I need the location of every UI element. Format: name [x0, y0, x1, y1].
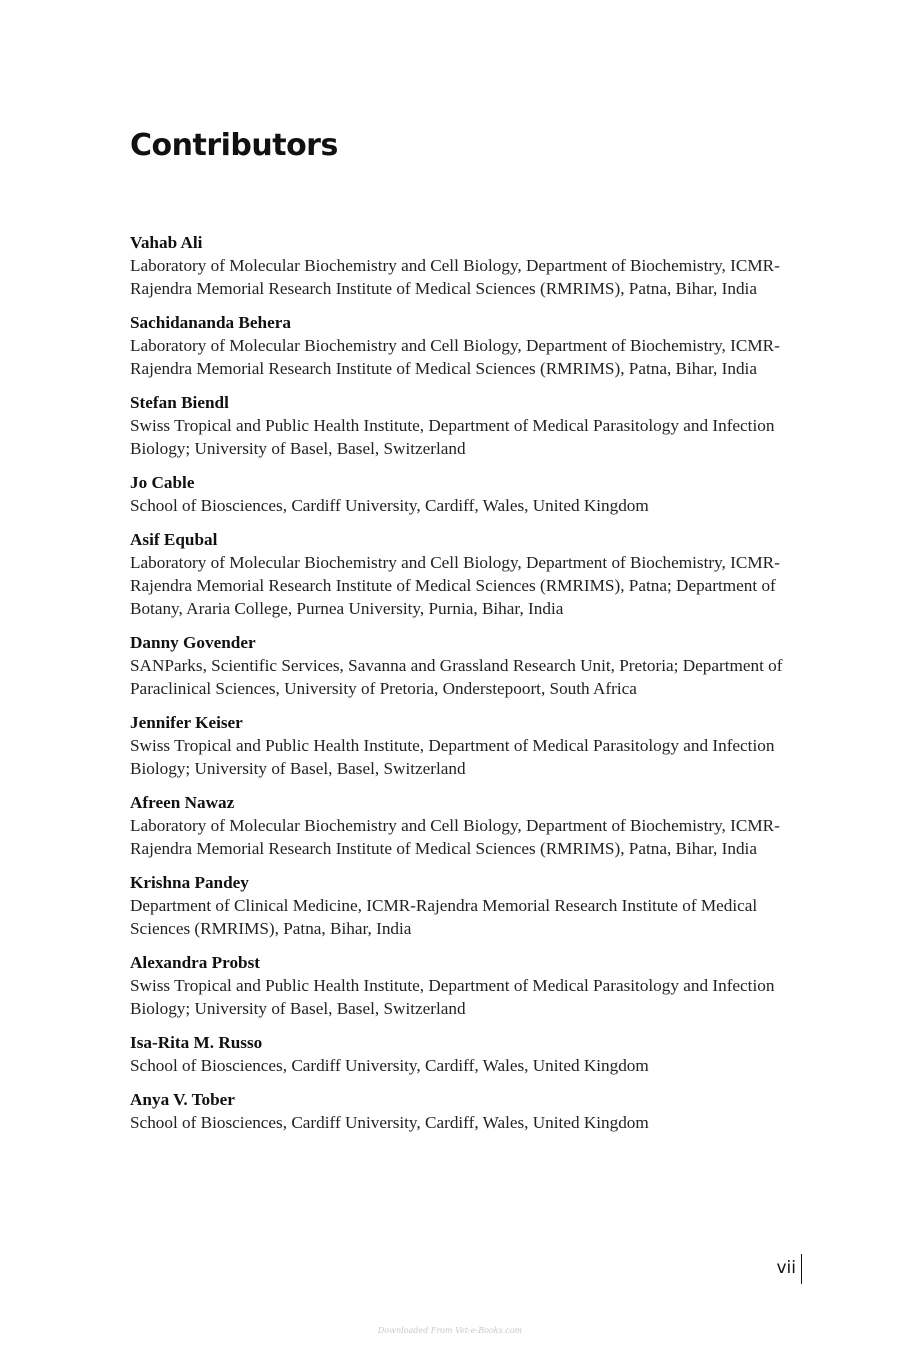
contributor-affiliation: Swiss Tropical and Public Health Institute, Department of Medical Parasitology and Infection Biology; University of Basel, Basel, Switzerland — [130, 416, 775, 458]
contributor-affiliation: School of Biosciences, Cardiff University, Cardiff, Wales, United Kingdom — [130, 496, 649, 515]
contributor-affiliation: School of Biosciences, Cardiff University, Cardiff, Wales, United Kingdom — [130, 1113, 649, 1132]
contributor-entry — [130, 311, 820, 380]
contributor-entry — [130, 1031, 820, 1077]
contributor-name: Sachidananda Behera — [130, 313, 291, 332]
contributor-entry — [130, 791, 820, 860]
contributor-affiliation: SANParks, Scientific Services, Savanna and Grassland Research Unit, Pretoria; Department of Paraclinical Sciences, University of Pretoria, Onderstepoort, South Africa — [130, 656, 783, 698]
watermark: Downloaded From Vet-e-Books.com — [377, 1326, 523, 1335]
contributor-entry — [130, 391, 820, 460]
contributor-name: Jo Cable — [130, 473, 195, 492]
contributor-affiliation: Swiss Tropical and Public Health Institute, Department of Medical Parasitology and Infection Biology; University of Basel, Basel, Switzerland — [130, 976, 775, 1018]
page-title: Contributors — [130, 128, 338, 163]
contributor-entry — [130, 1088, 820, 1134]
contributor-entry — [130, 231, 820, 300]
contributor-affiliation: Laboratory of Molecular Biochemistry and Cell Biology, Department of Biochemistry, ICMR-Rajendra Memorial Research Institute of Medical Sciences (RMRIMS), Patna, Bihar, India — [130, 816, 780, 858]
contributor-affiliation: Laboratory of Molecular Biochemistry and Cell Biology, Department of Biochemistry, ICMR-Rajendra Memorial Research Institute of Medical Sciences (RMRIMS), Patna, Bihar, India — [130, 256, 780, 298]
contributor-name: Anya V. Tober — [130, 1090, 235, 1109]
contributor-entry — [130, 528, 820, 620]
contributor-affiliation: School of Biosciences, Cardiff University, Cardiff, Wales, United Kingdom — [130, 1056, 649, 1075]
contributor-affiliation: Department of Clinical Medicine, ICMR-Rajendra Memorial Research Institute of Medical Sciences (RMRIMS), Patna, Bihar, India — [130, 896, 758, 938]
contributor-entry — [130, 951, 820, 1020]
contributor-affiliation: Laboratory of Molecular Biochemistry and Cell Biology, Department of Biochemistry, ICMR-Rajendra Memorial Research Institute of Medical Sciences (RMRIMS), Patna, Bihar, India — [130, 336, 780, 378]
contributor-name: Danny Govender — [130, 633, 256, 652]
contributor-affiliation: Laboratory of Molecular Biochemistry and Cell Biology, Department of Biochemistry, ICMR-Rajendra Memorial Research Institute of Medical Sciences (RMRIMS), Patna; Department of Botany, Araria College, Purnea University, Purnia, Bihar, India — [130, 553, 780, 618]
contributor-entry — [130, 471, 820, 517]
contributor-entry — [130, 711, 820, 780]
contributor-affiliation: Swiss Tropical and Public Health Institute, Department of Medical Parasitology and Infection Biology; University of Basel, Basel, Switzerland — [130, 736, 775, 778]
page-number: vii — [760, 1254, 802, 1284]
contributor-entry — [130, 631, 820, 700]
contributor-name: Afreen Nawaz — [130, 793, 235, 812]
contributor-name: Vahab Ali — [130, 233, 203, 252]
contributor-name: Isa-Rita M. Russo — [130, 1033, 263, 1052]
contributor-name: Jennifer Keiser — [130, 713, 243, 732]
contributor-name: Alexandra Probst — [130, 953, 261, 972]
contributor-name: Krishna Pandey — [130, 873, 249, 892]
contributor-entry — [130, 871, 820, 940]
contributor-name: Asif Equbal — [130, 530, 218, 549]
contributor-list — [130, 231, 820, 1145]
contributor-name: Stefan Biendl — [130, 393, 229, 412]
